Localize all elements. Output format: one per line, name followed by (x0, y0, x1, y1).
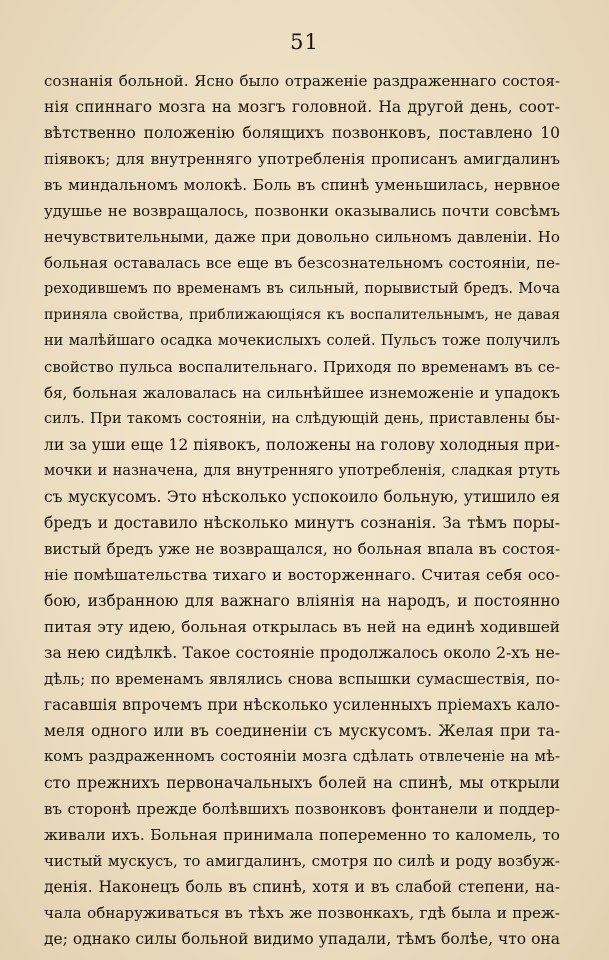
text-line: въ сторонѣ прежде болѣвшихъ позвонковъ фонтанели и поддер- (44, 800, 560, 818)
text-line: денія. Наконецъ боль въ спинѣ, хотя и въ слабой степени, на- (44, 878, 560, 896)
text-line: удушье не возвращалось, позвонки оказывались почти совсѣмъ (44, 202, 560, 220)
page-number: 51 (290, 30, 319, 54)
text-line: бредъ и доставило нѣсколько минутъ сознанія. За тѣмъ поры- (44, 514, 560, 532)
text-line: комъ раздраженномъ состояніи мозга сдѣлать отвлеченіе на мѣ- (44, 748, 560, 765)
text-line: вѣтственно положенію болящихъ позвонковъ, поставлено 10 (44, 124, 560, 142)
text-line: гасавшія впрочемъ при нѣсколько усиленныхъ пріемахъ кало- (44, 696, 560, 714)
text-line: бою, избранною для важнаго вліянія на народъ, и постоянно (44, 592, 560, 610)
text-line: нія спиннаго мозга на мозгъ головной. На другой день, соот- (44, 98, 560, 116)
text-line: въ миндальномъ молокѣ. Боль въ спинѣ уменьшилась, нервное (44, 176, 560, 194)
text-line: чистый мускусъ, то амигдалинъ, смотря по силѣ и роду возбуж- (44, 852, 560, 870)
text-line: съ мускусомъ. Это нѣсколько успокоило больную, утишило ея (44, 488, 560, 506)
text-line: нечувствительными, даже при довольно сильномъ давленіи. Но (44, 228, 560, 246)
text-line: силъ. При такомъ состояніи, на слѣдующій день, приставлены бы- (44, 411, 560, 427)
text-line: чала обнаруживаться въ тѣхъ же позвонкахъ, гдѣ была и преж- (44, 904, 560, 922)
text-line: дѣль; по временамъ являлись снова вспышки сумасшествія, по- (44, 670, 560, 688)
text-line: сознанія больной. Ясно было отраженіе раздраженнаго состоя- (44, 72, 560, 90)
text-line: ни малѣйшаго осадка мочекислыхъ солей. Пульсъ тоже получилъ (44, 333, 560, 349)
text-line: мочки и назначена, для внутренняго употребленія, сладкая ртуть (44, 463, 560, 479)
text-line: ніе помѣшательства тихаго и восторженнаго. Считая себя осо- (44, 566, 560, 584)
text-line: больная оставалась все еще въ безсознательномъ состояніи, пе- (44, 254, 560, 272)
text-line: бя, больная жаловалась на сильнѣйшее изнеможеніе и упадокъ (44, 384, 560, 402)
text-line: піявокъ; для внутренняго употребленія прописанъ амигдалинъ (44, 150, 560, 168)
text-line: ли за уши еще 12 піявокъ, положены на голову холодныя при- (44, 436, 560, 454)
text-line: сто прежнихъ первоначальныхъ болей на спинѣ, мы открыли (44, 774, 560, 792)
text-line: за нею сидѣлкѣ. Такое состояніе продолжалось около 2-хъ не- (44, 644, 560, 662)
text-line: реходившемъ по временамъ въ сильный, порывистый бредъ. Моча (44, 281, 560, 297)
text-line: живали ихъ. Больная принимала попеременно то каломель, то (44, 826, 560, 844)
text-line: де; однако силы больной видимо упадали, тѣмъ болѣе, что она (44, 930, 560, 948)
text-line: вистый бредъ уже не возвращался, но больная впала въ состоя- (44, 540, 560, 558)
body-text (44, 68, 560, 952)
text-line: питая эту идею, больная открылась въ ней на единѣ ходившей (44, 618, 560, 636)
text-line: свойство пульса воспалительнаго. Приходя по временамъ въ се- (44, 358, 560, 376)
text-line: меля одного или въ соединеніи съ мускусомъ. Желая при та- (44, 722, 560, 740)
text-line: приняла свойства, приближающіяся къ воспалительнымъ, не давая (44, 307, 560, 323)
